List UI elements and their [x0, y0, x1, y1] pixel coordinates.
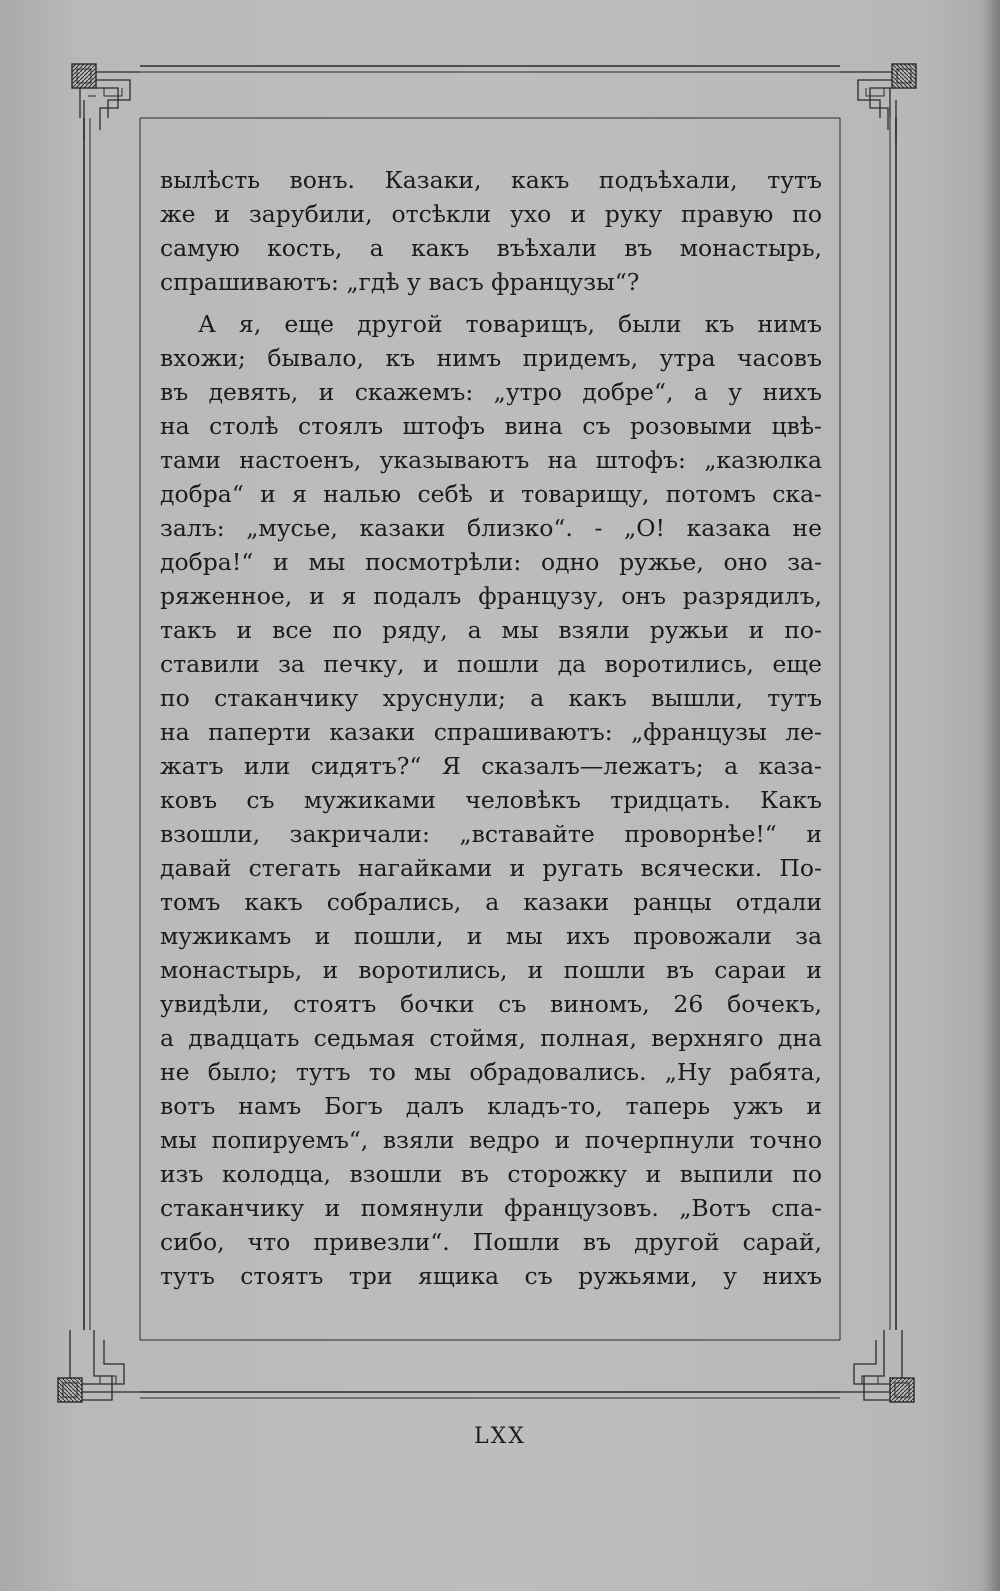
text-line	[160, 919, 822, 953]
text-line-content: на столѣ стоялъ штофъ вина съ розовыми цвѣ-	[160, 412, 822, 440]
text-line-content: мы попируемъ“, взяли ведро и почерпнули точно	[160, 1126, 822, 1154]
text-line	[160, 307, 822, 341]
corner-ornament-top-right	[840, 64, 916, 140]
text-line-content: на паперти казаки спрашиваютъ: „французы ле-	[160, 718, 822, 746]
text-line	[160, 647, 822, 681]
text-line	[160, 1191, 822, 1225]
text-line-content: а двадцать седьмая стоймя, полная, верхняго дна	[160, 1024, 822, 1052]
text-line	[160, 783, 822, 817]
text-line-content: залъ: „мусье, казаки близко“. - „О! казака не	[160, 514, 822, 542]
text-line	[160, 265, 822, 299]
text-line-content: ковъ съ мужиками человѣкъ тридцать. Какъ	[160, 786, 822, 814]
text-line	[160, 197, 822, 231]
text-line	[160, 1089, 822, 1123]
text-line-content: тами настоенъ, указываютъ на штофъ: „казюлка	[160, 446, 822, 474]
text-line-content: томъ какъ собрались, а казаки ранцы отдали	[160, 888, 822, 916]
text-line	[160, 749, 822, 783]
text-line	[160, 231, 822, 265]
text-line	[160, 1157, 822, 1191]
text-line	[160, 511, 822, 545]
text-line	[160, 375, 822, 409]
text-line	[160, 443, 822, 477]
text-line-content: давай стегать нагайками и ругать всячески. По-	[160, 854, 822, 882]
text-line	[160, 163, 822, 197]
text-line-content: не было; тутъ то мы обрадовались. „Ну рабята,	[160, 1058, 822, 1086]
text-line-content: въ девять, и скажемъ: „утро добре“, а у нихъ	[160, 378, 822, 406]
text-line-content: добра“ и я налью себѣ и товарищу, потомъ ска-	[160, 480, 822, 508]
text-line-content: А я, еще другой товарищъ, были къ нимъ	[198, 310, 822, 338]
text-line-content: же и зарубили, отсѣкли ухо и руку правую по	[160, 200, 822, 228]
text-line	[160, 1021, 822, 1055]
text-line-content: добра!“ и мы посмотрѣли: одно ружье, оно за-	[160, 548, 822, 576]
text-line-content: мужикамъ и пошли, и мы ихъ провожали за	[160, 922, 822, 950]
text-line	[160, 851, 822, 885]
body-text	[160, 163, 822, 1293]
text-line	[160, 1225, 822, 1259]
text-line-content: изъ колодца, взошли въ сторожку и выпили по	[160, 1160, 822, 1188]
text-line	[160, 715, 822, 749]
text-line-content: взошли, закричали: „вставайте проворнѣе!“ и	[160, 820, 822, 848]
text-line	[160, 613, 822, 647]
text-line-content: вылѣсть вонъ. Казаки, какъ подъѣхали, тутъ	[160, 166, 822, 194]
text-line	[160, 579, 822, 613]
text-line-content: спрашиваютъ: „гдѣ у васъ французы“?	[160, 268, 640, 296]
text-line-content: самую кость, а какъ въѣхали въ монастырь,	[160, 234, 822, 262]
corner-ornament-bottom-right	[840, 1330, 914, 1402]
text-line-content: сибо, что привезли“. Пошли въ другой сарай,	[160, 1228, 822, 1256]
text-line-content: по стаканчику хруснули; а какъ вышли, тутъ	[160, 684, 822, 712]
page-number: LXX	[474, 1424, 526, 1449]
text-line	[160, 409, 822, 443]
text-line-content: увидѣли, стоятъ бочки съ виномъ, 26 бочекъ,	[160, 990, 822, 1018]
text-line-content: ставили за печку, и пошли да воротились, еще	[160, 650, 822, 678]
text-line-content: ряженное, и я подалъ французу, онъ разрядилъ,	[160, 582, 822, 610]
text-line-content: монастырь, и воротились, и пошли въ сараи и	[160, 956, 822, 984]
text-line	[160, 987, 822, 1021]
text-line	[160, 477, 822, 511]
text-line	[160, 817, 822, 851]
corner-ornament-top-left	[72, 64, 140, 140]
text-line	[160, 545, 822, 579]
text-line	[160, 1123, 822, 1157]
corner-ornament-bottom-left	[58, 1330, 140, 1402]
text-line	[160, 1055, 822, 1089]
text-line-content: вотъ намъ Богъ далъ кладъ-то, таперь ужъ и	[160, 1092, 822, 1120]
text-line	[160, 885, 822, 919]
text-line-content: вхожи; бывало, къ нимъ придемъ, утра часовъ	[160, 344, 822, 372]
text-line	[160, 341, 822, 375]
text-line-content: тутъ стоятъ три ящика съ ружьями, у нихъ	[160, 1262, 822, 1290]
text-line	[160, 1259, 822, 1293]
text-line	[160, 681, 822, 715]
text-line-content: стаканчику и помянули французовъ. „Вотъ спа-	[160, 1194, 822, 1222]
text-line-content: жатъ или сидятъ?“ Я сказалъ—лежатъ; а каза-	[160, 752, 822, 780]
text-line-content: такъ и все по ряду, а мы взяли ружьи и по-	[160, 616, 822, 644]
text-line	[160, 953, 822, 987]
